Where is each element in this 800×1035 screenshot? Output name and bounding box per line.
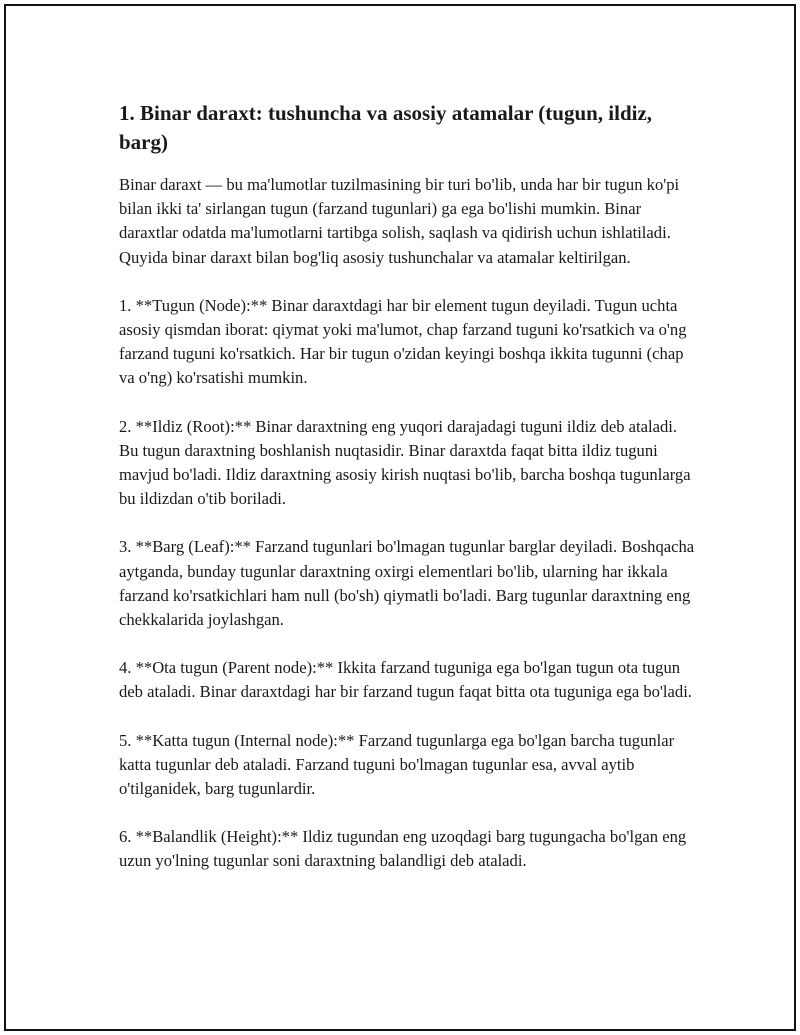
paragraph-leaf: 3. **Barg (Leaf):** Farzand tugunlari bo'lmagan tugunlar barglar deyiladi. Boshqacha aytganda, bunday tugunlar daraxtning oxirgi elementlari bo'lib, ularning har ikkala farzand ko'rsatkichlari ham null (bo'sh) qiymatli bo'ladi. Barg tugunlar daraxtning eng chekkalarida joylashgan.	[119, 537, 695, 630]
page-border	[4, 4, 796, 1031]
document-title: 1. Binar daraxt: tushuncha va asosiy atamalar (tugun, ildiz, barg)	[119, 101, 653, 154]
document-body	[119, 99, 699, 898]
paragraph-height: 6. **Balandlik (Height):** Ildiz tugundan eng uzoqdagi barg tugungacha bo'lgan eng uzun yo'lning tugunlar soni daraxtning balandligi deb ataladi.	[119, 827, 687, 871]
paragraph-node: 1. **Tugun (Node):** Binar daraxtdagi har bir element tugun deyiladi. Tugun uchta asosiy qismdan iborat: qiymat yoki ma'lumot, chap farzand tuguni ko'rsatkich va o'ng farzand tuguni ko'rsatkich. Har bir tugun o'zidan keyingi boshqa ikkita tugunni (chap va o'ng) ko'rsatishi mumkin.	[119, 295, 687, 388]
intro-paragraph: Binar daraxt — bu ma'lumotlar tuzilmasining bir turi bo'lib, unda har bir tugun ko'pi bilan ikki ta' sirlangan tugun (farzand tugunlari) ga ega bo'lishi mumkin. Binar daraxtlar odatda ma'lumotlarni tartibga solish, saqlash va qidirish uchun ishlatiladi. Quyida binar daraxt bilan bog'liq asosiy tushunchalar va atamalar keltirilgan.	[119, 175, 680, 267]
paragraph-root: 2. **Ildiz (Root):** Binar daraxtning eng yuqori darajadagi tuguni ildiz deb ataladi. Bu tugun daraxtning boshlanish nuqtasidir. Binar daraxtda faqat bitta ildiz tuguni mavjud bo'ladi. Ildiz daraxtning asosiy kirish nuqtasi bo'lib, barcha boshqa tugunlarga bu ildizdan o'tib boriladi.	[119, 416, 691, 509]
paragraph-parent-node: 4. **Ota tugun (Parent node):** Ikkita farzand tuguniga ega bo'lgan tugun ota tugun deb ataladi. Binar daraxtdagi har bir farzand tugun faqat bitta ota tuguniga ega bo'ladi.	[119, 658, 692, 702]
paragraph-internal-node: 5. **Katta tugun (Internal node):** Farzand tugunlarga ega bo'lgan barcha tugunlar katta tugunlar deb ataladi. Farzand tuguni bo'lmagan tugunlar esa, avval aytib o'tilganidek, barg tugunlardir.	[119, 730, 675, 799]
